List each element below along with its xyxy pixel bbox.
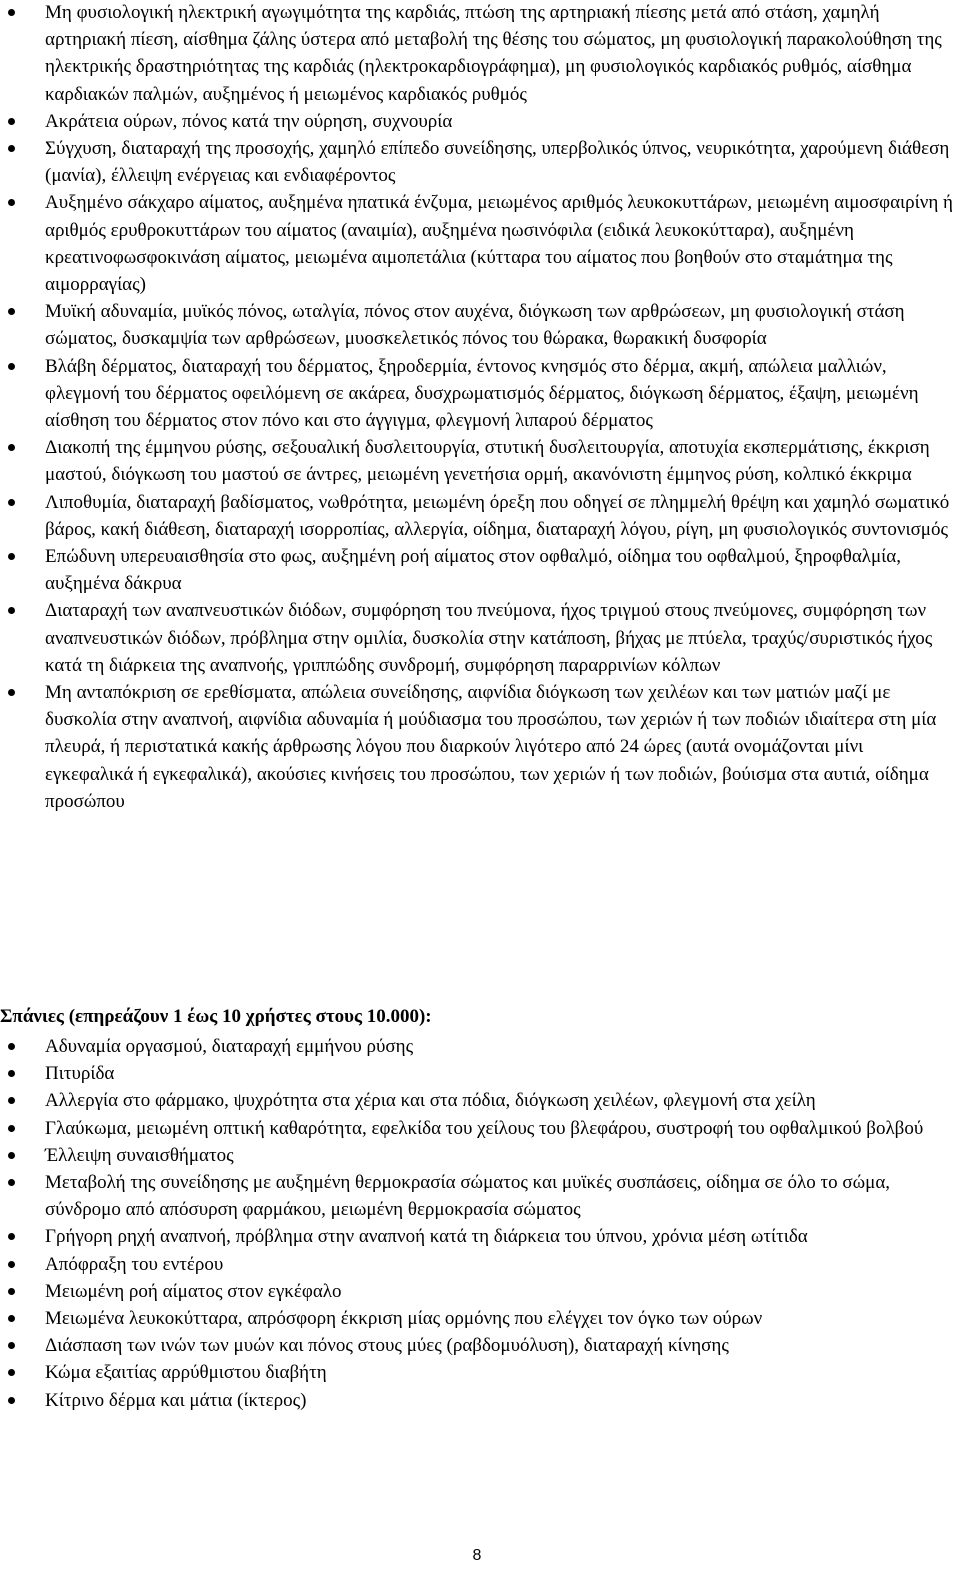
page-number: 8 [472,1547,482,1564]
list-item: Μυϊκή αδυναμία, μυϊκός πόνος, ωταλγία, πόνος στον αυχένα, διόγκωση των αρθρώσεων, μη φυσιολογική στάση σώματος, δυσκαμψία των αρθρώσεων, μυοσκελετικός πόνος του θώρακα, θωρακική δυσφορία [0,298,955,352]
list-item: Λιποθυμία, διαταραχή βαδίσματος, νωθρότητα, μειωμένη όρεξη που οδηγεί σε πλημμελή θρέψη και χαμηλό σωματικό βάρος, κακή διάθεση, διαταραχή ισορροπίας, αλλεργία, οίδημα, διαταραχή λόγου, ρίγη, μη φυσιολογικός συντονισμός [0,489,955,543]
list-item: Μη φυσιολογική ηλεκτρική αγωγιμότητα της καρδιάς, πτώση της αρτηριακή πίεσης μετά από στάση, χαμηλή αρτηριακή πίεση, αίσθημα ζάλης ύστερα από μεταβολή της θέσης του σώματος, μη φυσιολογική παρακολούθηση της ηλεκτρικής δραστηριότητας της καρδιάς (ηλεκτροκαρδιογράφημα), μη φυσιολογικός καρδιακός ρυθμός, αίσθημα καρδιακών παλμών, αυξημένος ή μειωμένος καρδιακός ρυθμός [0,0,955,108]
list-item: Αδυναμία οργασμού, διαταραχή εμμήνου ρύσης [0,1033,955,1060]
list-item: Κίτρινο δέρμα και μάτια (ίκτερος) [0,1387,955,1414]
list-item: Σύγχυση, διαταραχή της προσοχής, χαμηλό επίπεδο συνείδησης, υπερβολικός ύπνος, νευρικότητα, χαρούμενη διάθεση (μανία), έλλειψη ενέργειας και ενδιαφέροντος [0,135,955,189]
list-item: Γλαύκωμα, μειωμένη οπτική καθαρότητα, εφελκίδα του χείλους του βλεφάρου, συστροφή του οφθαλμικού βολβού [0,1115,955,1142]
list-item: Διάσπαση των ινών των μυών και πόνος στους μύες (ραβδομυόλυση), διαταραχή κίνησης [0,1332,955,1359]
list-item: Βλάβη δέρματος, διαταραχή του δέρματος, ξηροδερμία, έντονος κνησμός στο δέρμα, ακμή, απώλεια μαλλιών, φλεγμονή του δέρματος οφειλόμενη σε ακάρεα, δυσχρωματισμός δέρματος, διόγκωση δέρματος, έξαψη, μειωμένη αίσθηση του δέρματος στον πόνο και στο άγγιγμα, φλεγμονή λιπαρού δέρματος [0,353,955,435]
list-item: Έλλειψη συναισθήματος [0,1142,955,1169]
list-item: Μεταβολή της συνείδησης με αυξημένη θερμοκρασία σώματος και μυϊκές συσπάσεις, οίδημα σε όλο το σώμα, σύνδρομο από απόσυρση φαρμάκου, μειωμένη θερμοκρασία σώματος [0,1169,955,1223]
rare-effects-heading: Σπάνιες (επηρεάζουν 1 έως 10 χρήστες στους 10.000): [0,1006,432,1027]
list-item: Επώδυνη υπερευαισθησία στο φως, αυξημένη ροή αίματος στον οφθαλμό, οίδημα του οφθαλμού, ξηροφθαλμία, αυξημένα δάκρυα [0,543,955,597]
list-item: Απόφραξη του εντέρου [0,1251,955,1278]
list-item: Πιτυρίδα [0,1060,955,1087]
list-item: Ακράτεια ούρων, πόνος κατά την ούρηση, συχνουρία [0,108,955,135]
list-item: Αυξημένο σάκχαρο αίματος, αυξημένα ηπατικά ένζυμα, μειωμένος αριθμός λευκοκυττάρων, μειωμένη αιμοσφαιρίνη ή αριθμός ερυθροκυττάρων του αίματος (αναιμία), αυξημένα ηωσινόφιλα (ειδικά λευκοκύτταρα), αυξημένη κρεατινοφωσφοκινάση αίματος, μειωμένα αιμοπετάλια (κύτταρα του αίματος που βοηθούν στο σταμάτημα της αιμορραγίας) [0,189,955,298]
list-item: Γρήγορη ρηχή αναπνοή, πρόβλημα στην αναπνοή κατά τη διάρκεια του ύπνου, χρόνια μέση ωτίτιδα [0,1223,955,1250]
list-item: Αλλεργία στο φάρμακο, ψυχρότητα στα χέρια και στα πόδια, διόγκωση χειλέων, φλεγμονή στα χείλη [0,1087,955,1114]
list-item: Κώμα εξαιτίας αρρύθμιστου διαβήτη [0,1359,955,1386]
rare-side-effects-list [0,1033,955,1414]
list-item: Διακοπή της έμμηνου ρύσης, σεξουαλική δυσλειτουργία, στυτική δυσλειτουργία, αποτυχία εκσπερμάτισης, έκκριση μαστού, διόγκωση του μαστού σε άντρες, μειωμένη γενετήσια ορμή, ακανόνιστη έμμηνος ρύση, κολπικό έκκριμα [0,434,955,488]
list-item: Μη ανταπόκριση σε ερεθίσματα, απώλεια συνείδησης, αιφνίδια διόγκωση των χειλέων και των ματιών μαζί με δυσκολία στην αναπνοή, αιφνίδια αδυναμία ή μούδιασμα του προσώπου, των χεριών ή των ποδιών ιδιαίτερα στη μία πλευρά, ή περιστατικά κακής άρθρωσης λόγου που διαρκούν λιγότερο από 24 ώρες (αυτά ονομάζονται μίνι εγκεφαλικά ή εγκεφαλικά), ακούσιες κινήσεις του προσώπου, των χεριών ή των ποδιών, βούισμα στα αυτιά, οίδημα προσώπου [0,679,955,815]
list-item: Μειωμένη ροή αίματος στον εγκέφαλο [0,1278,955,1305]
list-item: Μειωμένα λευκοκύτταρα, απρόσφορη έκκριση μίας ορμόνης που ελέγχει τον όγκο των ούρων [0,1305,955,1332]
list-item: Διαταραχή των αναπνευστικών διόδων, συμφόρηση του πνεύμονα, ήχος τριγμού στους πνεύμονες, συμφόρηση των αναπνευστικών διόδων, πρόβλημα στην ομιλία, δυσκολία στην κατάποση, βήχας με πτύελα, τραχύς/συριστικός ήχος κατά τη διάρκεια της αναπνοής, γριππώδης συνδρομή, συμφόρηση παραρρινίων κόλπων [0,597,955,679]
